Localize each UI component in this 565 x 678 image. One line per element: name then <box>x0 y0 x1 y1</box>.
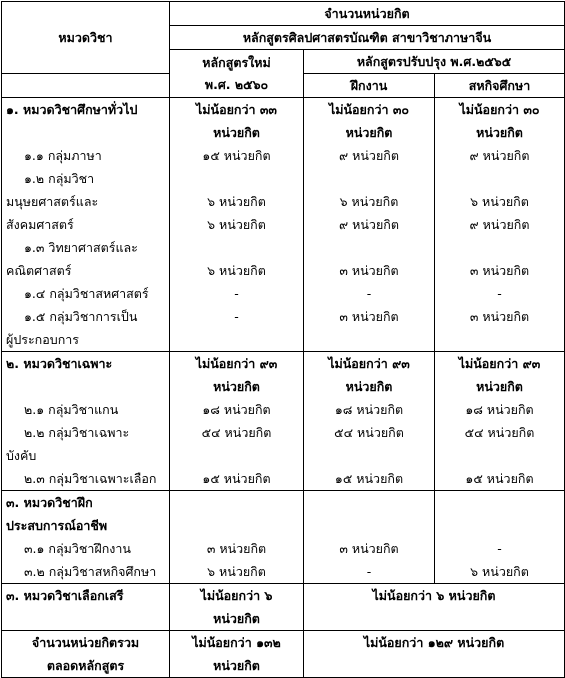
hum-spacer-intern <box>304 167 435 190</box>
specific-new-unit: หน่วยกิต <box>170 375 304 398</box>
revised-curriculum-header: หลักสูตรปรับปรุง พ.ศ.๒๕๖๕ <box>304 50 565 74</box>
general-intern-min: ไม่น้อยกว่า ๓๐ <box>304 98 435 122</box>
practicum-spacer2-coop <box>435 514 565 537</box>
core-new: ๑๘ หน่วยกิต <box>170 398 304 421</box>
hum-spacer-coop <box>435 167 565 190</box>
free-new-unit: หน่วยกิต <box>170 607 304 631</box>
specific-title-spacer <box>2 375 170 398</box>
elec-coop: ๑๕ หน่วยกิต <box>435 467 565 491</box>
ent-coop: ๓ หน่วยกิต <box>435 305 565 328</box>
free-revised-spacer <box>304 607 565 631</box>
coop-header: สหกิจศึกษา <box>435 74 565 98</box>
free-title-spacer <box>2 607 170 631</box>
inter-label: ๑.๔ กลุ่มวิชาสหศาสตร์ <box>2 282 170 305</box>
hum-spacer-new <box>170 167 304 190</box>
practicum-intern-coop: - <box>435 537 565 560</box>
new-curriculum-line2: พ.ศ. ๒๕๖๐ <box>204 76 269 92</box>
ent-spacer-intern <box>304 328 435 352</box>
practicum-title-1: ๓. หมวดวิชาฝึก <box>2 491 170 515</box>
elec-new: ๑๕ หน่วยกิต <box>170 467 304 491</box>
total-label-2: ตลอดหลักสูตร <box>2 654 170 678</box>
sci-new: ๖ หน่วยกิต <box>170 259 304 282</box>
lang-coop: ๙ หน่วยกิต <box>435 144 565 167</box>
ent-intern: ๓ หน่วยกิต <box>304 305 435 328</box>
hum-label-1: ๑.๒ กลุ่มวิชา <box>2 167 170 190</box>
hum-label-2: มนุษยศาสตร์และ <box>2 190 170 213</box>
practicum-coop-intern: - <box>304 560 435 584</box>
req-label-1: ๒.๒ กลุ่มวิชาเฉพาะ <box>2 421 170 444</box>
total-new-min: ไม่น้อยกว่า ๑๓๒ <box>170 631 304 655</box>
sci-coop: ๓ หน่วยกิต <box>435 259 565 282</box>
ent-new: - <box>170 305 304 328</box>
curriculum-credits-table <box>1 1 565 678</box>
general-coop-min: ไม่น้อยกว่า ๓๐ <box>435 98 565 122</box>
practicum-intern-intern: ๓ หน่วยกิต <box>304 537 435 560</box>
new-curriculum-header <box>170 50 304 98</box>
specific-title: ๒. หมวดวิชาเฉพาะ <box>2 352 170 376</box>
soc-intern: ๙ หน่วยกิต <box>304 213 435 236</box>
sci-spacer-coop <box>435 236 565 259</box>
sci-label-1: ๑.๓ วิทยาศาสตร์และ <box>2 236 170 259</box>
lang-label: ๑.๑ กลุ่มภาษา <box>2 144 170 167</box>
general-new-unit: หน่วยกิต <box>170 121 304 144</box>
general-intern-unit: หน่วยกิต <box>304 121 435 144</box>
practicum-coop-new: ๖ หน่วยกิต <box>170 560 304 584</box>
general-title-spacer <box>2 121 170 144</box>
free-new-min: ไม่น้อยกว่า ๖ <box>170 584 304 608</box>
specific-coop-unit: หน่วยกิต <box>435 375 565 398</box>
practicum-intern-new: ๓ หน่วยกิต <box>170 537 304 560</box>
free-revised: ไม่น้อยกว่า ๖ หน่วยกิต <box>304 584 565 608</box>
sci-label-2: คณิตศาสตร์ <box>2 259 170 282</box>
hum-coop: ๖ หน่วยกิต <box>435 190 565 213</box>
total-new-unit: หน่วยกิต <box>170 654 304 678</box>
specific-intern-unit: หน่วยกิต <box>304 375 435 398</box>
req-spacer-new <box>170 444 304 467</box>
core-coop: ๑๘ หน่วยกิต <box>435 398 565 421</box>
specific-intern-min: ไม่น้อยกว่า ๙๓ <box>304 352 435 376</box>
hum-new: ๖ หน่วยกิต <box>170 190 304 213</box>
practicum-spacer-new <box>170 491 304 515</box>
lang-intern: ๙ หน่วยกิต <box>304 144 435 167</box>
req-coop: ๕๔ หน่วยกิต <box>435 421 565 444</box>
general-new-min: ไม่น้อยกว่า ๓๓ <box>170 98 304 122</box>
internship-header: ฝึกงาน <box>304 74 435 98</box>
lang-new: ๑๕ หน่วยกิต <box>170 144 304 167</box>
inter-intern: - <box>304 282 435 305</box>
sci-intern: ๓ หน่วยกิต <box>304 259 435 282</box>
program-name-header: หลักสูตรศิลปศาสตรบัณฑิต สาขาวิชาภาษาจีน <box>170 26 565 50</box>
req-intern: ๕๔ หน่วยกิต <box>304 421 435 444</box>
total-label-1: จำนวนหน่วยกิตรวม <box>2 631 170 655</box>
general-title: ๑. หมวดวิชาศึกษาทั่วไป <box>2 98 170 122</box>
inter-coop: - <box>435 282 565 305</box>
inter-new: - <box>170 282 304 305</box>
category-header-spacer <box>2 74 170 98</box>
core-label: ๒.๑ กลุ่มวิชาแกน <box>2 398 170 421</box>
soc-new: ๖ หน่วยกิต <box>170 213 304 236</box>
elec-label: ๒.๓ กลุ่มวิชาเฉพาะเลือก <box>2 467 170 491</box>
req-spacer-intern <box>304 444 435 467</box>
free-title: ๓. หมวดวิชาเลือกเสรี <box>2 584 170 608</box>
core-intern: ๑๘ หน่วยกิต <box>304 398 435 421</box>
ent-spacer-new <box>170 328 304 352</box>
sci-spacer-intern <box>304 236 435 259</box>
total-revised-spacer <box>304 654 565 678</box>
hum-intern: ๖ หน่วยกิต <box>304 190 435 213</box>
practicum-spacer-coop <box>435 491 565 515</box>
practicum-coop-coop: ๖ หน่วยกิต <box>435 560 565 584</box>
total-revised: ไม่น้อยกว่า ๑๒๙ หน่วยกิต <box>304 631 565 655</box>
practicum-coop-label: ๓.๒ กลุ่มวิชาสหกิจศึกษา <box>2 560 170 584</box>
new-curriculum-line1: หลักสูตรใหม่ <box>202 54 271 70</box>
general-coop-unit: หน่วยกิต <box>435 121 565 144</box>
ent-spacer-coop <box>435 328 565 352</box>
practicum-spacer2-new <box>170 514 304 537</box>
specific-coop-min: ไม่น้อยกว่า ๙๓ <box>435 352 565 376</box>
soc-coop: ๙ หน่วยกิต <box>435 213 565 236</box>
req-spacer-coop <box>435 444 565 467</box>
ent-label-1: ๑.๕ กลุ่มวิชาการเป็น <box>2 305 170 328</box>
practicum-spacer-intern <box>304 491 435 515</box>
practicum-intern-label: ๓.๑ กลุ่มวิชาฝึกงาน <box>2 537 170 560</box>
practicum-title-2: ประสบการณ์อาชีพ <box>2 514 170 537</box>
ent-label-2: ผู้ประกอบการ <box>2 328 170 352</box>
elec-intern: ๑๕ หน่วยกิต <box>304 467 435 491</box>
req-new: ๕๔ หน่วยกิต <box>170 421 304 444</box>
req-label-2: บังคับ <box>2 444 170 467</box>
total-credits-header: จำนวนหน่วยกิต <box>170 2 565 26</box>
specific-new-min: ไม่น้อยกว่า ๙๓ <box>170 352 304 376</box>
soc-label: สังคมศาสตร์ <box>2 213 170 236</box>
sci-spacer-new <box>170 236 304 259</box>
category-header: หมวดวิชา <box>2 2 170 74</box>
practicum-spacer2-intern <box>304 514 435 537</box>
